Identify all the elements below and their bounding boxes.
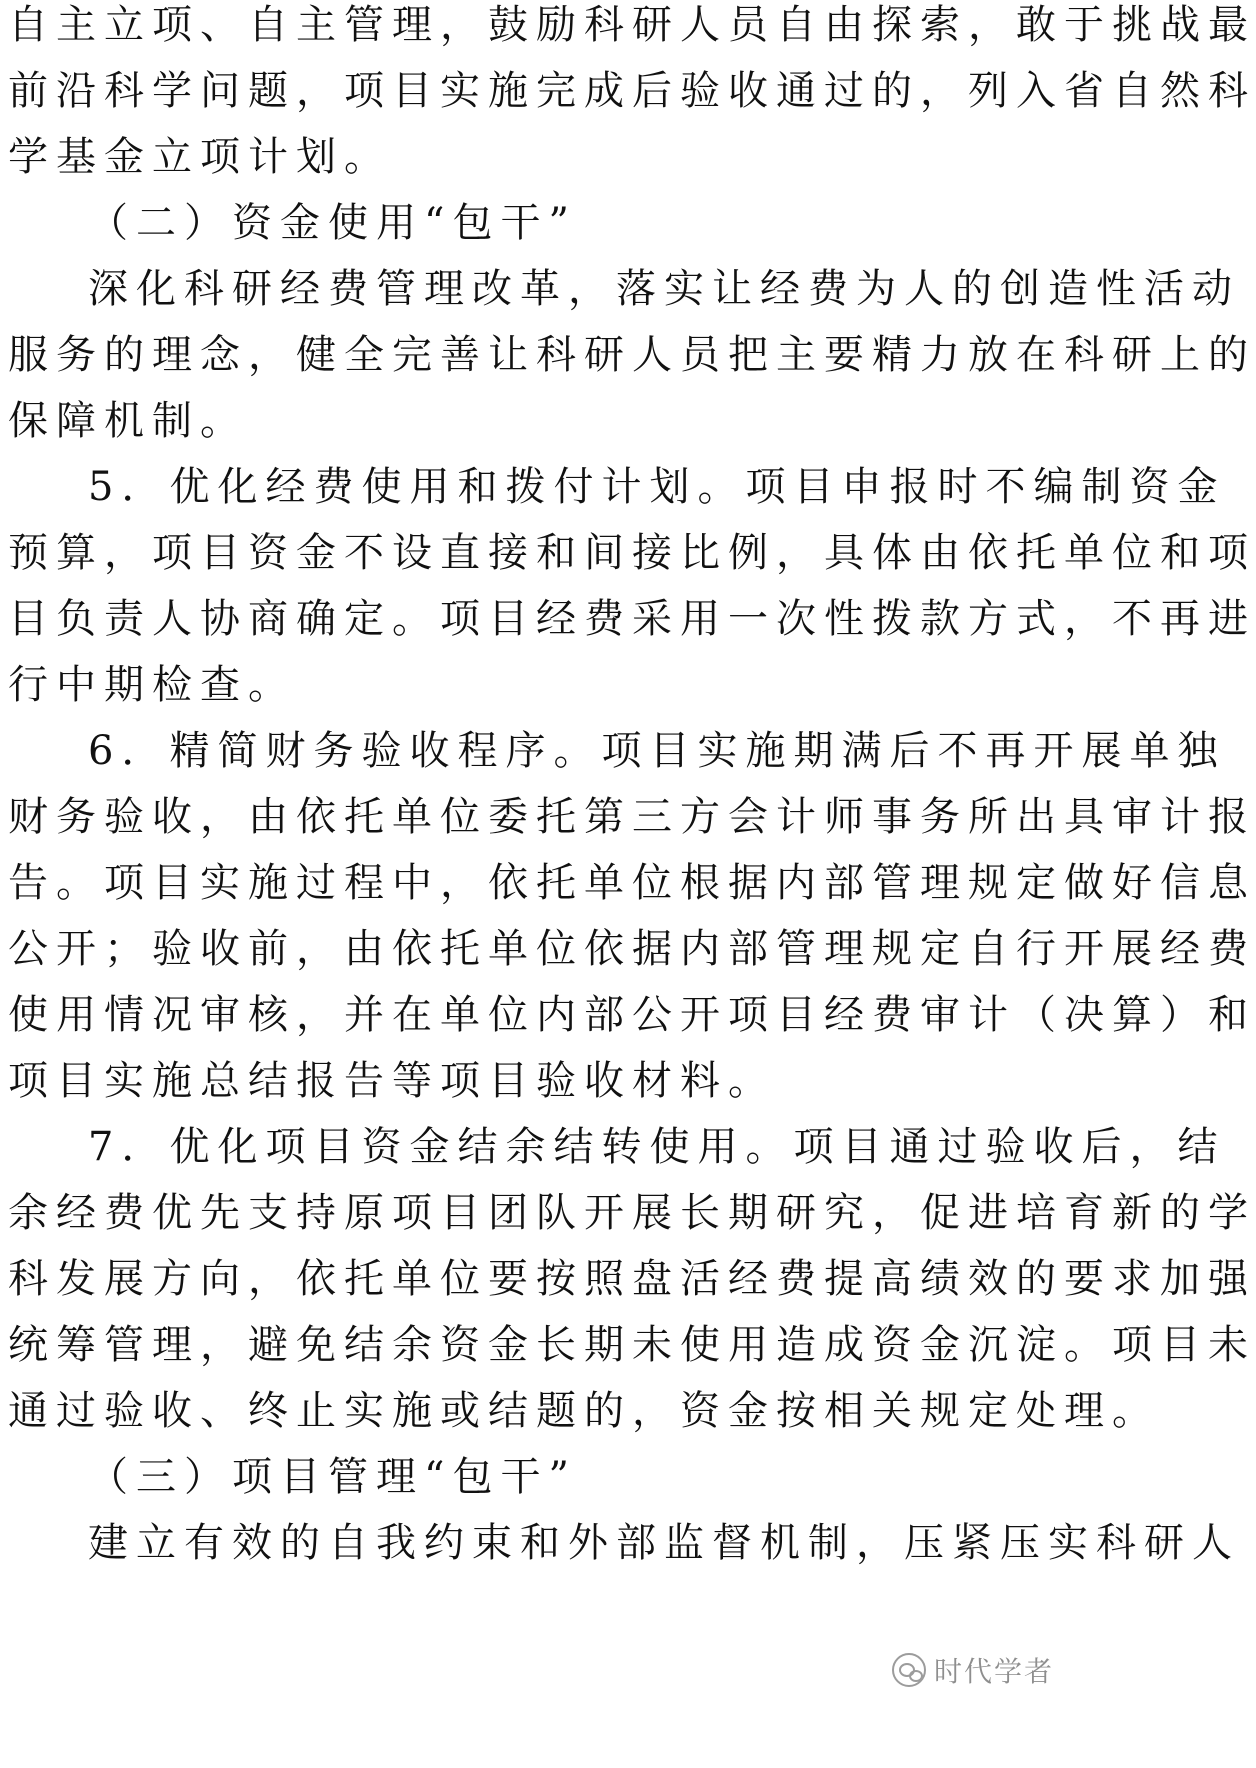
document-line: 建立有效的自我约束和外部监督机制，压紧压实科研人 [88,1520,1240,1566]
document-line: 7．优化项目资金结余结转使用。项目通过验收后，结 [88,1124,1226,1170]
document-line: 自主立项、自主管理，鼓励科研人员自由探索，敢于挑战最 [8,2,1256,48]
document-line: 行中期检查。 [8,662,296,708]
wechat-icon [892,1653,926,1687]
section-heading: （二）资金使用“包干” [88,200,577,246]
document-line: 保障机制。 [8,398,248,444]
watermark-text: 时代学者 [933,1655,1054,1688]
document-line: 学基金立项计划。 [8,134,392,180]
document-line: 前沿科学问题，项目实施完成后验收通过的，列入省自然科 [8,68,1256,114]
document-line: 余经费优先支持原项目团队开展长期研究，促进培育新的学 [8,1190,1256,1236]
document-line: 统筹管理，避免结余资金长期未使用造成资金沉淀。项目未 [8,1322,1256,1368]
document-line: 5．优化经费使用和拨付计划。项目申报时不编制资金 [88,464,1226,510]
section-heading: （三）项目管理“包干” [88,1454,577,1500]
document-line: 预算，项目资金不设直接和间接比例，具体由依托单位和项 [8,530,1256,576]
document-line: 使用情况审核，并在单位内部公开项目经费审计（决算）和 [8,992,1256,1038]
document-line: 项目实施总结报告等项目验收材料。 [8,1058,776,1104]
document-line: 深化科研经费管理改革，落实让经费为人的创造性活动 [88,266,1240,312]
document-line: 科发展方向，依托单位要按照盘活经费提高绩效的要求加强 [8,1256,1256,1302]
document-line: 目负责人协商确定。项目经费采用一次性拨款方式，不再进 [8,596,1256,642]
document-line: 公开；验收前，由依托单位依据内部管理规定自行开展经费 [8,926,1256,972]
document-line: 服务的理念，健全完善让科研人员把主要精力放在科研上的 [8,332,1256,378]
document-line: 告。项目实施过程中，依托单位根据内部管理规定做好信息 [8,860,1256,906]
document-line: 6．精简财务验收程序。项目实施期满后不再开展单独 [88,728,1226,774]
document-line: 通过验收、终止实施或结题的，资金按相关规定处理。 [8,1388,1160,1434]
document-line: 财务验收，由依托单位委托第三方会计师事务所出具审计报 [8,794,1256,840]
watermark [882,1647,1064,1693]
